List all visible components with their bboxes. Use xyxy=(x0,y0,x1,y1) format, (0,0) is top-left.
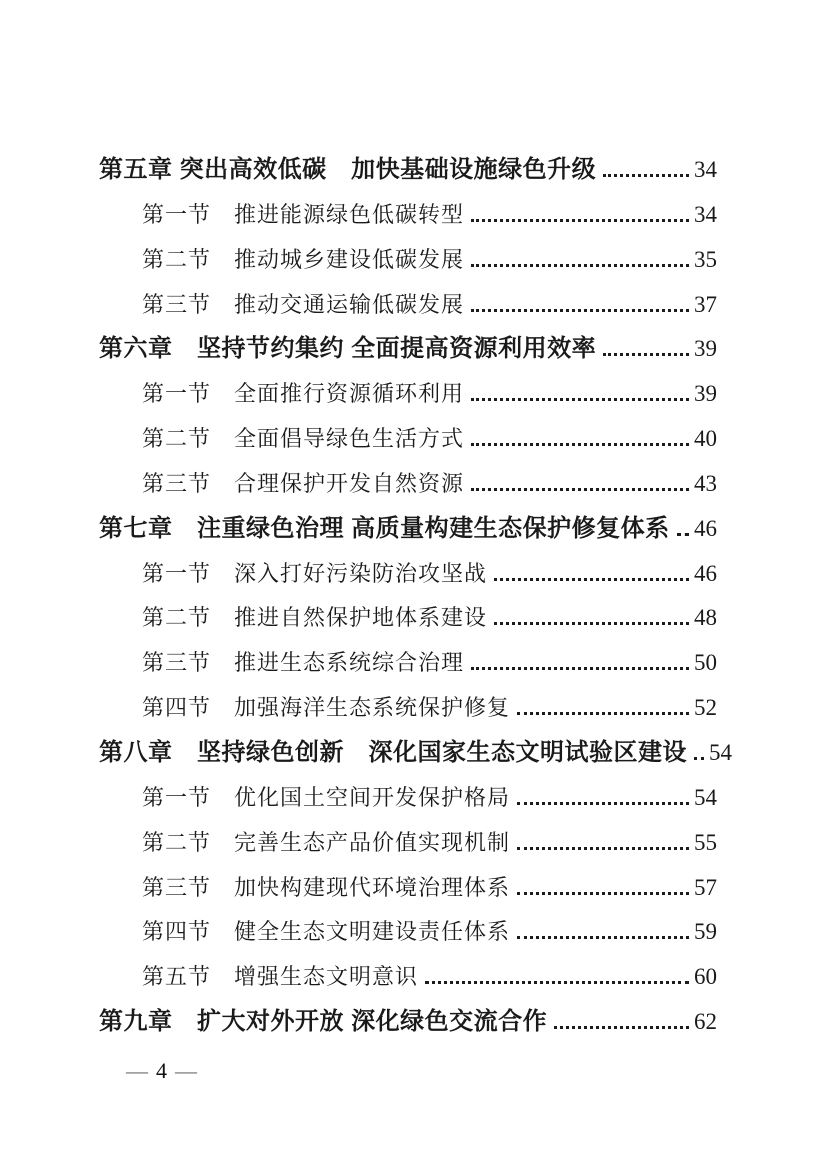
toc-page-number: 50 xyxy=(694,650,717,676)
dot-leader xyxy=(494,578,689,581)
toc-entry-label: 第一节 优化国土空间开发保护格局 xyxy=(142,784,511,810)
toc-page-number: 37 xyxy=(694,291,717,317)
toc-entry-label: 第三节 推动交通运输低碳发展 xyxy=(142,291,465,317)
toc-entry-section xyxy=(99,552,717,597)
toc-entry-section xyxy=(99,866,717,911)
footer-dash-left: — xyxy=(126,1058,148,1083)
toc-page-number: 54 xyxy=(694,784,717,810)
dot-leader xyxy=(471,443,689,446)
footer-dash-right: — xyxy=(175,1058,197,1083)
toc-entry-chapter xyxy=(99,1000,717,1045)
dot-leader xyxy=(517,802,689,805)
toc-entry-label: 第五章 突出高效低碳 加快基础设施绿色升级 xyxy=(99,156,597,183)
toc-page-number: 48 xyxy=(694,605,717,631)
toc-page-number: 54 xyxy=(709,739,732,765)
page-footer xyxy=(118,1056,205,1086)
toc-page-number: 57 xyxy=(694,874,717,900)
toc-entry-label: 第三节 合理保护开发自然资源 xyxy=(142,470,465,496)
dot-leader xyxy=(471,264,689,267)
dot-leader xyxy=(517,936,689,939)
toc-page-number: 60 xyxy=(694,964,717,990)
toc-entry-label: 第二节 完善生态产品价值实现机制 xyxy=(142,829,511,855)
dot-leader xyxy=(494,622,689,625)
dot-leader xyxy=(471,219,689,222)
toc-entry-label: 第九章 扩大对外开放 深化绿色交流合作 xyxy=(99,1008,548,1036)
toc-page-number: 35 xyxy=(694,246,717,272)
toc-entry-label: 第四节 加强海洋生态系统保护修复 xyxy=(142,695,511,721)
toc-page-number: 62 xyxy=(694,1009,717,1035)
toc-entry-label: 第二节 推动城乡建设低碳发展 xyxy=(142,246,465,272)
dot-leader xyxy=(471,309,689,312)
table-of-contents xyxy=(99,148,732,1045)
toc-entry-section xyxy=(99,417,717,462)
dot-leader xyxy=(554,1026,689,1029)
toc-entry-chapter xyxy=(99,327,717,372)
toc-entry-section xyxy=(99,776,717,821)
dot-leader xyxy=(425,981,689,984)
toc-entry-label: 第四节 健全生态文明建设责任体系 xyxy=(142,919,511,945)
toc-page-number: 39 xyxy=(694,336,717,362)
toc-entry-label: 第五节 增强生态文明意识 xyxy=(142,964,419,990)
toc-entry-section xyxy=(99,821,717,866)
toc-page-number: 59 xyxy=(694,919,717,945)
toc-entry-label: 第三节 加快构建现代环境治理体系 xyxy=(142,874,511,900)
toc-entry-label: 第二节 全面倡导绿色生活方式 xyxy=(142,426,465,452)
toc-entry-section xyxy=(99,955,717,1000)
dot-leader xyxy=(603,174,689,177)
dot-leader xyxy=(603,353,689,356)
toc-page-number: 46 xyxy=(694,515,717,541)
toc-page-number: 34 xyxy=(694,157,717,182)
toc-entry-label: 第二节 推进自然保护地体系建设 xyxy=(142,605,488,631)
toc-entry-section xyxy=(99,910,717,955)
toc-entry-label: 第一节 全面推行资源循环利用 xyxy=(142,381,465,407)
toc-page-number: 52 xyxy=(694,695,717,721)
toc-entry-label: 第一节 推进能源绿色低碳转型 xyxy=(142,201,465,227)
toc-entry-label: 第七章 注重绿色治理 高质量构建生态保护修复体系 xyxy=(99,514,670,542)
toc-entry-label: 第六章 坚持节约集约 全面提高资源利用效率 xyxy=(99,335,597,363)
toc-entry-label: 第三节 推进生态系统综合治理 xyxy=(142,650,465,676)
toc-entry-section xyxy=(99,641,717,686)
footer-page-number: 4 xyxy=(156,1058,167,1083)
toc-entry-label: 第一节 深入打好污染防治攻坚战 xyxy=(142,560,488,586)
toc-entry-chapter xyxy=(99,507,717,552)
dot-leader xyxy=(694,757,704,760)
toc-page-number: 40 xyxy=(694,426,717,452)
toc-entry-chapter xyxy=(99,148,717,193)
toc-entry-section xyxy=(99,462,717,507)
dot-leader xyxy=(471,398,689,401)
dot-leader xyxy=(517,712,689,715)
toc-entry-chapter xyxy=(99,731,732,776)
toc-entry-section xyxy=(99,193,717,238)
dot-leader xyxy=(471,488,689,491)
dot-leader xyxy=(517,892,689,895)
toc-page-number: 39 xyxy=(694,381,717,407)
toc-entry-section xyxy=(99,686,717,731)
toc-entry-section xyxy=(99,372,717,417)
dot-leader xyxy=(471,667,689,670)
toc-entry-section xyxy=(99,283,717,328)
toc-page-number: 43 xyxy=(694,470,717,496)
toc-entry-section xyxy=(99,238,717,283)
toc-page-number: 55 xyxy=(694,829,717,855)
toc-entry-label: 第八章 坚持绿色创新 深化国家生态文明试验区建设 xyxy=(99,738,687,766)
toc-entry-section xyxy=(99,596,717,641)
dot-leader xyxy=(517,847,689,850)
toc-page-number: 46 xyxy=(694,560,717,586)
dot-leader xyxy=(677,533,689,536)
toc-page-number: 34 xyxy=(694,201,717,227)
